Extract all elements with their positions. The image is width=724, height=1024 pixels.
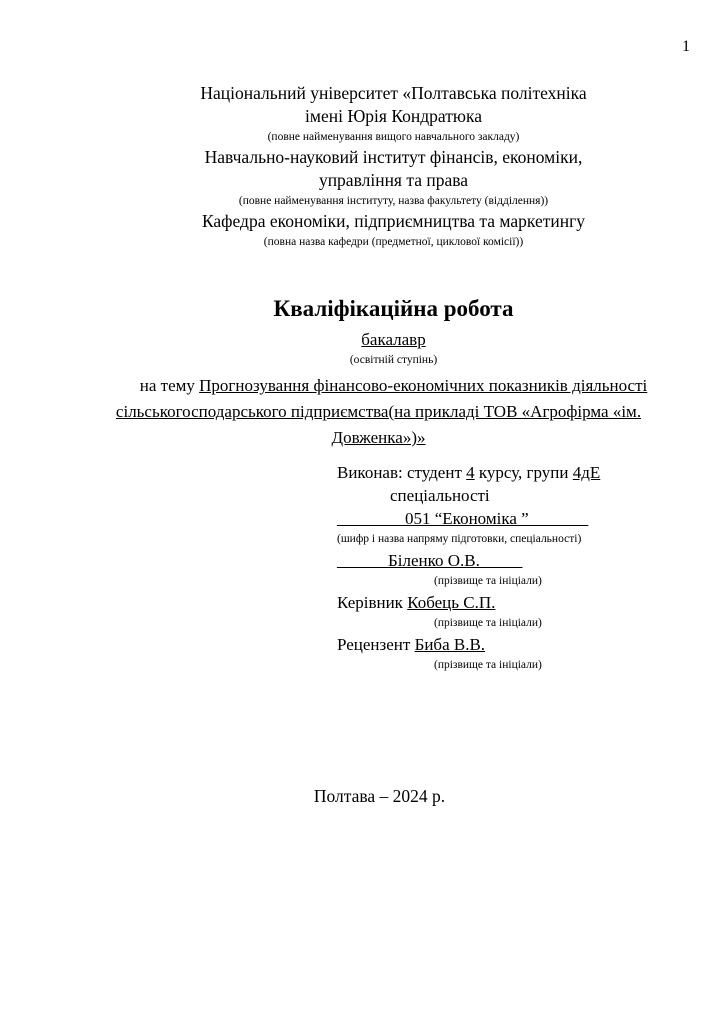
executor-block [337, 461, 664, 675]
executor-mid: курсу, групи [474, 463, 573, 482]
supervisor-note: (прізвище та ініціали) [434, 617, 542, 629]
student-note: (прізвище та ініціали) [434, 575, 542, 587]
degree-value: бакалавр [361, 330, 426, 349]
student-name: ______Біленко О.В._____ [337, 551, 523, 570]
theme-title-part1: Прогнозування фінансово-економічних показників діяльності [199, 376, 648, 395]
work-title: Кваліфікаційна робота [273, 296, 514, 321]
theme-title-part2: сільськогосподарського підприємства(на прикладі ТОВ «Агрофірма «ім. [115, 402, 642, 421]
institute-name-line1: Навчально-науковий інститут фінансів, економіки, [204, 147, 583, 167]
specialty-value: ________051 “Економіка ”_______ [337, 509, 589, 528]
group-code: 4дЕ [572, 463, 601, 482]
university-name-line2: імені Юрія Кондратюка [305, 106, 482, 126]
theme-prefix: на тему [139, 376, 200, 395]
specialty-line [337, 507, 664, 530]
reviewer-line [337, 633, 664, 656]
page-number: 1 [682, 38, 690, 55]
university-note: (повне найменування вищого навчального закладу) [267, 131, 520, 143]
theme-line-2 [98, 399, 659, 425]
supervisor-line [337, 591, 664, 614]
institute-name-line2: управління та права [318, 170, 469, 190]
student-line [337, 549, 664, 572]
specialty-label: спеціальності [390, 486, 490, 505]
reviewer-label: Рецензент [337, 635, 415, 654]
executor-line [337, 461, 664, 484]
thesis-theme [98, 373, 659, 451]
reviewer-note: (прізвище та ініціали) [434, 659, 542, 671]
specialty-note: (шифр і назва напряму підготовки, спеціальності) [337, 533, 582, 545]
reviewer-name: Биба В.В. [414, 635, 486, 654]
city-year: Полтава – 2024 р. [313, 786, 446, 806]
degree-note: (освітній ступінь) [349, 354, 438, 366]
supervisor-label: Керівник [337, 593, 408, 612]
department-name: Кафедра економіки, підприємництва та маркетингу [201, 211, 586, 231]
theme-line-1 [98, 373, 659, 399]
degree-line [123, 328, 664, 351]
theme-title-part3: Довженка»)» [331, 428, 426, 447]
supervisor-name: Кобець С.П. [407, 593, 496, 612]
university-name-line1: Національний університет «Полтавська політехніка [200, 83, 587, 103]
theme-line-3 [98, 425, 659, 451]
header-block [123, 82, 664, 251]
course-number: 4 [466, 463, 475, 482]
executor-prefix: Виконав: студент [337, 463, 467, 482]
institute-note: (повне найменування інституту, назва факультету (відділення)) [238, 195, 549, 207]
department-note: (повна назва кафедри (предметної, циклової комісії)) [263, 236, 524, 248]
